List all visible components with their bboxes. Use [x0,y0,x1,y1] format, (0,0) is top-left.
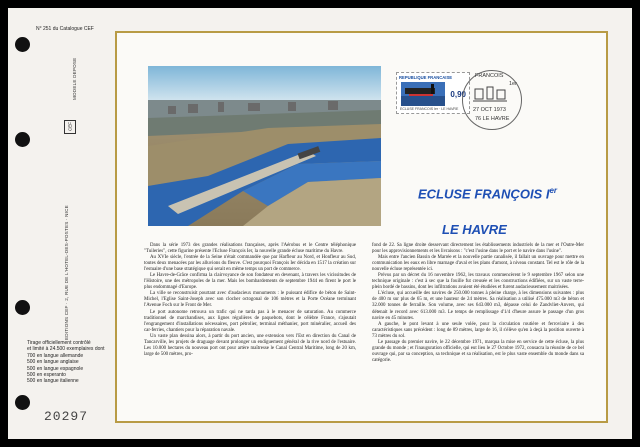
paragraph: fond de 22. Sa ligne droite desservant directement les établissements industriels de la mer et l'Outre-Mer pour les approvisionnements et les livraisons : "c'est l'usine dans le port et le navire dans l'usine". [372,243,584,255]
postmark-lock-icon [473,85,507,103]
paragraph: A gauche, le pont levant à une seule volée, pour la circulation routière et ferroviaire à des caractéristiques sans précédent : long de 89 mètres, large de 16, il s'élève qu'en à deçà la position ouverte à 73 mètres du sol. [372,321,584,339]
binder-hole [15,132,30,147]
print-run-line: 500 en esperanto [27,372,66,379]
lock-aerial-photo [148,66,381,226]
paragraph: Au XVIe siècle, l'entrée de la Seine n'était commandée que par Harfleur au Nord, et Honfleur au Sud, toutes deux menacées par les alluvions du fleuve. C'est pourquoi François Ier décida en 1517 la création sur l'estuaire d'une base stratégique qui serait en même temps un port de commerce. [144,255,356,273]
print-run-line: 500 en langue anglaise [27,359,79,366]
title-text: ECLUSE FRANÇOIS I [418,186,550,202]
postmark-date: 27 OCT 1973 [473,107,506,113]
paragraph: Prévus par un décret du 16 novembre 1962, les travaux commencèrent le 9 septembre 1967 selon une technique originale : c'est à sec que la fouille fut creusée et les constructions édifiées, sur un vaste terre-plein bordé de bassins, dont les infiltrations avaient été étudiées et furent audacieusement maitrisées. [372,273,584,291]
postmark [462,70,522,130]
paragraph: Le port autonome retrouva un trafic qui ne tarda pas à le menacer de saturation. Au commerce traditionnel de marchandises, aux lignes régulières de paquebots, dont le célèbre France, s'ajoutait l'engrangement d'installations nécessaires, port pétrolier, terminal méthanier, port minéralier, accueil des car-ferries, chantiers pour la réparation navale. [144,309,356,333]
stamp-caption: ECLUSE FRANCOIS Ier · LE HAVRE [400,107,459,111]
paragraph: Un vaste plan dessina alors, à partir du port ancien, une extension vers l'Est en direction du Canal de Tancarville, les projets de draguage devant prolonger un endiguement général de la rive nord de l'estuaire. Les 10.000 hectares du nouveau port ont pour artère maîtresse le Canal Central Maritime, long de 20 km, large de 500 mètres, pro- [144,333,356,357]
paragraph: Le passage du premier navire, le 22 décembre 1971, marqua la mise en service de cette écluse, la plus grande du monde ; et l'inauguration officielle, qui eut lieu le 27 Octobre 1972, consacra la réussite de ce bel ouvrage qui, par sa conception, sa technique et sa réalisation, est le plus vaste ensemble du monde dans sa catégorie. [372,339,584,363]
paragraph: L'écluse, qui accueille des navires de 250.000 tonnes à pleine charge, à les dimensions suivantes : plus de 400 m sur plus de 65 m, et une hauteur de 24 mètres. Sa réalisation a utilisé 475.000 m3 de béton et 32.000 tonnes de ferraille. Son volume, avec ses 643.000 m3, dépasse celui de Zandvliet-Anvers, qui détenait le record avec 613.000 m3. Le temps de remplissage d'1/4 d'heure assure le passage d'un gros navire en 45 minutes. [372,291,584,321]
page-subtitle: LE HAVRE [442,222,507,237]
postmark-top: FRANCOIS [475,73,504,79]
paragraph: Dans la série 1973 des grandes réalisations françaises, après l'Aérobus et le Centre téléphonique "Tuileries", cette figurine présente l'Ecluse François Ier, la nouvelle grande écluse maritime du Havre. [144,243,356,255]
text-column-right [372,243,584,364]
print-run-line: Tirage officiellement contrôlé [27,340,91,346]
print-run-line: 500 en langue italienne [27,378,79,385]
print-run-info [27,340,105,385]
text-column-left [144,243,356,358]
stamp-value: 0,90 [450,90,466,99]
serial-number: 20297 [44,409,89,424]
binder-hole [15,37,30,52]
paragraph: La ville se reconstruisit pourtant avec d'audacieux monuments : le puissant édifice de béton de Saint-Michel, l'Eglise Saint-Joseph avec son clocher octogonal de 106 mètres et la Porte Océane terminant l'Avenue Foch sur le Front de Mer. [144,291,356,309]
postmark-place: 76 LE HAVRE [475,116,510,122]
print-run-line: et limité à 24.500 exemplaires dont [27,346,105,353]
stamp-country: REPUBLIQUE FRANCAISE [399,75,453,80]
catalogue-number: N° 251 du Catalogue CEF [36,26,94,32]
paragraph: Le Havre-de-Grâce confirma la clairvoyance de son fondateur en devenant, à travers les vicissitudes de l'Histoire, une des métropoles de la mer. Mais les bombardements de septembre 1944 en firent le port le plus endommagé d'Europe. [144,273,356,291]
stamp-illustration [401,82,445,106]
postage-stamp [396,72,470,114]
cef-mark: CEF [64,120,76,134]
print-run-line: 500 en langue espagnole [27,365,84,372]
postmark-ier: 1er [509,81,517,87]
publisher-vertical-text: EDITIONS CEF · 2, RUE DE L'HOTEL-DES-POSTES · NICE [64,205,69,340]
title-superscript: er [549,186,558,195]
print-run-line: 700 en langue allemande [27,352,84,359]
page-title [418,186,557,201]
paragraph: Mais entre l'ancien Bassin de Marrée et la nouvelle partie canalisée, il fallait un ouvrage pour mettre en communication les eaux en libre marnage d'aval et les plans d'amont, à niveau constant. Tel est le rôle de la nouvelle écluse représentée ici. [372,255,584,273]
binder-hole [15,300,30,315]
binder-hole [15,395,30,410]
model-deposited-note: MODELE DEPOSE [72,57,77,100]
